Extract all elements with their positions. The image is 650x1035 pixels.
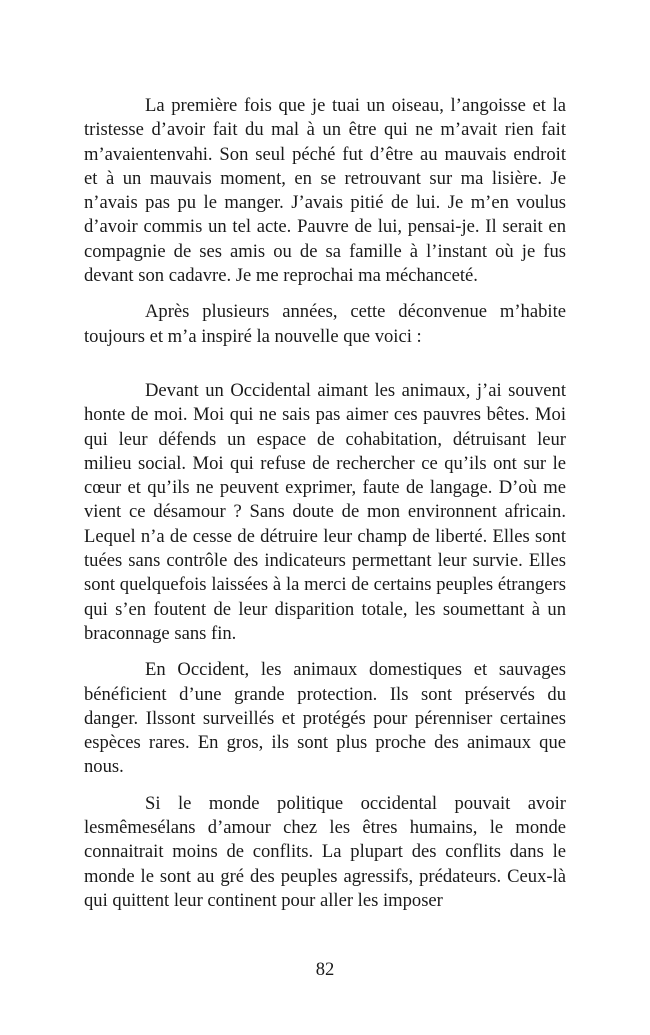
paragraph-1: La première fois que je tuai un oiseau, l’angoisse et la tristesse d’avoir fait du mal à un être qui ne m’avait rien fait m’avaientenvahi. Son seul péché fut d’être au mauvais endroit et à un mauvais moment, en se retrouvant sur ma lisière. Je n’avais pas pu le manger. J’avais pitié de lui. Je m’en voulus d’avoir commis un tel acte. Pauvre de lui, pensai-je. Il serait en compagnie de ses amis ou de sa famille à l’instant où je fus devant son cadavre. Je me reprochai ma méchanceté.: [84, 95, 566, 287]
paragraph-2: Après plusieurs années, cette déconvenue m’habite toujours et m’a inspiré la nouvelle que voici :: [84, 301, 566, 347]
paragraph-5: Si le monde politique occidental pouvait avoir lesmêmesélans d’amour chez les êtres humains, le monde connaitrait moins de conflits. La plupart des conflits dans le monde le sont au gré des peuples agressifs, prédateurs. Ceux-là qui quittent leur continent pour aller les imposer: [84, 792, 566, 911]
paragraph-4: En Occident, les animaux domestiques et sauvages bénéficient d’une grande protection. Ils sont préservés du danger. Ilssont surveillés et protégés pour pérenniser certaines espèces rares. En gros, ils sont plus proche des animaux que nous.: [84, 659, 566, 778]
paragraph-3: Devant un Occidental aimant les animaux, j’ai souvent honte de moi. Moi qui ne sais pas aimer ces pauvres bêtes. Moi qui leur défends un espace de cohabitation, détruisant leur milieu social. Moi qui refuse de rechercher ce qu’ils ont sur le cœur et qu’ils ne peuvent exprimer, faute de langage. D’où me vient ce désamour ? Sans doute de mon environnent africain. Lequel n’a de cesse de détruire leur champ de liberté. Elles sont tuées sans contrôle des indicateurs permettant leur survie. Elles sont quelquefois laissées à la merci de certains peuples étrangers qui s’en foutent de leur disparition totale, les soumettant à un braconnage sans fin.: [84, 379, 566, 644]
page-number: 82: [315, 959, 335, 980]
page-body-text: [84, 94, 566, 925]
